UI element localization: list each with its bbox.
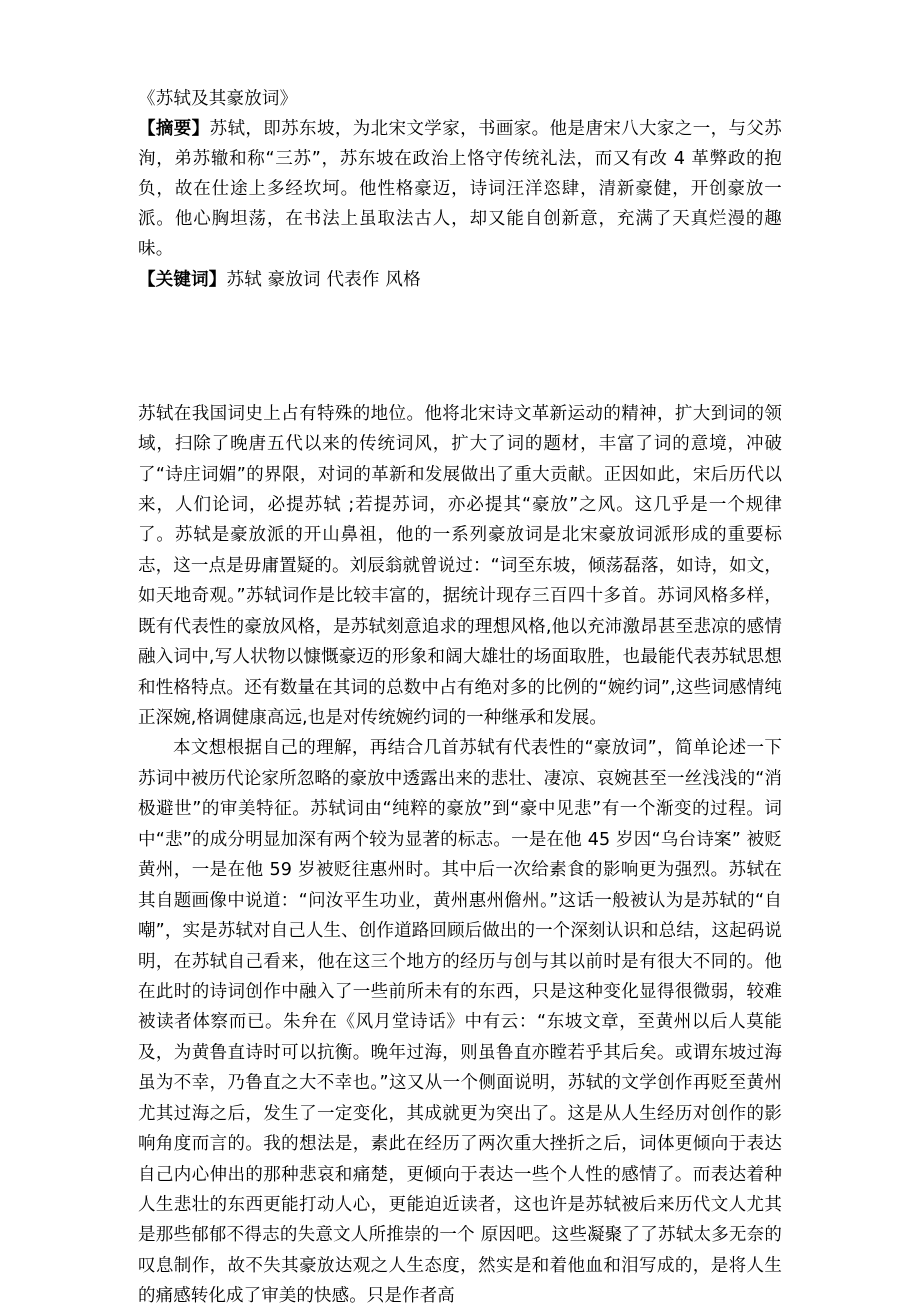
abstract-block: [138, 114, 782, 264]
document-body: [138, 399, 782, 1312]
keywords-block: [138, 265, 782, 295]
keywords-text: 苏轼 豪放词 代表作 风格: [226, 269, 421, 290]
body-paragraph: 本文想根据自己的理解，再结合几首苏轼有代表性的“豪放词”，简单论述一下苏词中被历代论家所忽略的豪放中透露出来的悲壮、凄凉、哀婉甚至一丝浅浅的“消极避世”的审美特征。苏轼词由“纯粹的豪放”到“豪中见悲”有一个渐变的过程。词中“悲”的成分明显加深有两个较为显著的标志。一是在他 45 岁因“乌台诗案” 被贬黄州，一是在他 59 岁被贬往惠州时。其中后一次给素食的影响更为强烈。苏轼在其自题画像中说道：“问汝平生功业，黄州惠州儋州。”这话一般被认为是苏轼的“自嘲”，实是苏轼对自己人生、创作道路回顾后做出的一个深刻认识和总结，这起码说明，在苏轼自己看来，他在这三个地方的经历与创与其以前时是有很大不同的。他在此时的诗词创作中融入了一些前所未有的东西，只是这种变化显得很微弱，较难被读者体察而已。朱弁在《风月堂诗话》中有云：“东坡文章，至黄州以后人莫能及，为黄鲁直诗时可以抗衡。晚年过海，则虽鲁直亦瞠若乎其后矣。或谓东坡过海虽为不幸，乃鲁直之大不幸也。”这又从一个侧面说明，苏轼的文学创作再贬至黄州尤其过海之后，发生了一定变化，其成就更为突出了。这是从人生经历对创作的影响角度而言的。我的想法是，素此在经历了两次重大挫折之后，词体更倾向于表达自己内心伸出的那种悲哀和痛楚，更倾向于表达一些个人性的感情了。而表达着种人生悲壮的东西更能打动人心，更能迫近读者，这也许是苏轼被后来历代文人尤其是那些郁郁不得志的失意文人所推崇的一个 原因吧。这些凝聚了了苏轼太多无奈的叹息制作，故不失其豪放达观之人生态度，然实是和着他血和泪写成的，是将人生的痛感转化成了审美的快感。只是作者高: [138, 738, 782, 1307]
section-spacer: [138, 295, 782, 399]
abstract-text: 苏轼，即苏东坡，为北宋文学家，书画家。他是唐宋八大家之一，与父苏洵，弟苏辙和称“三苏”，苏东坡在政治上恪守传统礼法，而又有改 4 革弊政的抱负，故在仕途上多经坎坷。他性格豪迈，诗词汪洋恣肆，清新豪健，开创豪放一派。他心胸坦荡，在书法上虽取法古人，却又能自创新意，充满了天真烂漫的趣味。: [138, 119, 782, 260]
document-title: 《苏轼及其豪放词》: [138, 89, 298, 109]
keywords-label: 【关键词】: [138, 269, 227, 290]
abstract-label: 【摘要】: [138, 119, 210, 140]
body-paragraph: 苏轼在我国词史上占有特殊的地位。他将北宋诗文革新运动的精神，扩大到词的领域，扫除了晚唐五代以来的传统词风，扩大了词的题材，丰富了词的意境，冲破了“诗庄词媚”的界限，对词的革新和发展做出了重大贡献。正因如此，宋后历代以来，人们论词，必提苏轼 ;若提苏词，亦必提其“豪放”之风。这几乎是一个规律了。苏轼是豪放派的开山鼻祖，他的一系列豪放词是北宋豪放词派形成的重要标志，这一点是毋庸置疑的。刘辰翁就曾说过：“词至东坡，倾荡磊落，如诗，如文，如天地奇观。”苏轼词作是比较丰富的，据统计现存三百四十多首。苏词风格多样，既有代表性的豪放风格，是苏轼刻意追求的理想风格,他以充沛激昂甚至悲凉的感情融入词中,写人状物以慷慨豪迈的形象和阔大雄壮的场面取胜，也最能代表苏轼思想和性格特点。还有数量在其词的总数中占有绝对多的比例的“婉约词”,这些词感情纯正深婉,格调健康高远,也是对传统婉约词的一种继承和发展。: [138, 403, 782, 729]
